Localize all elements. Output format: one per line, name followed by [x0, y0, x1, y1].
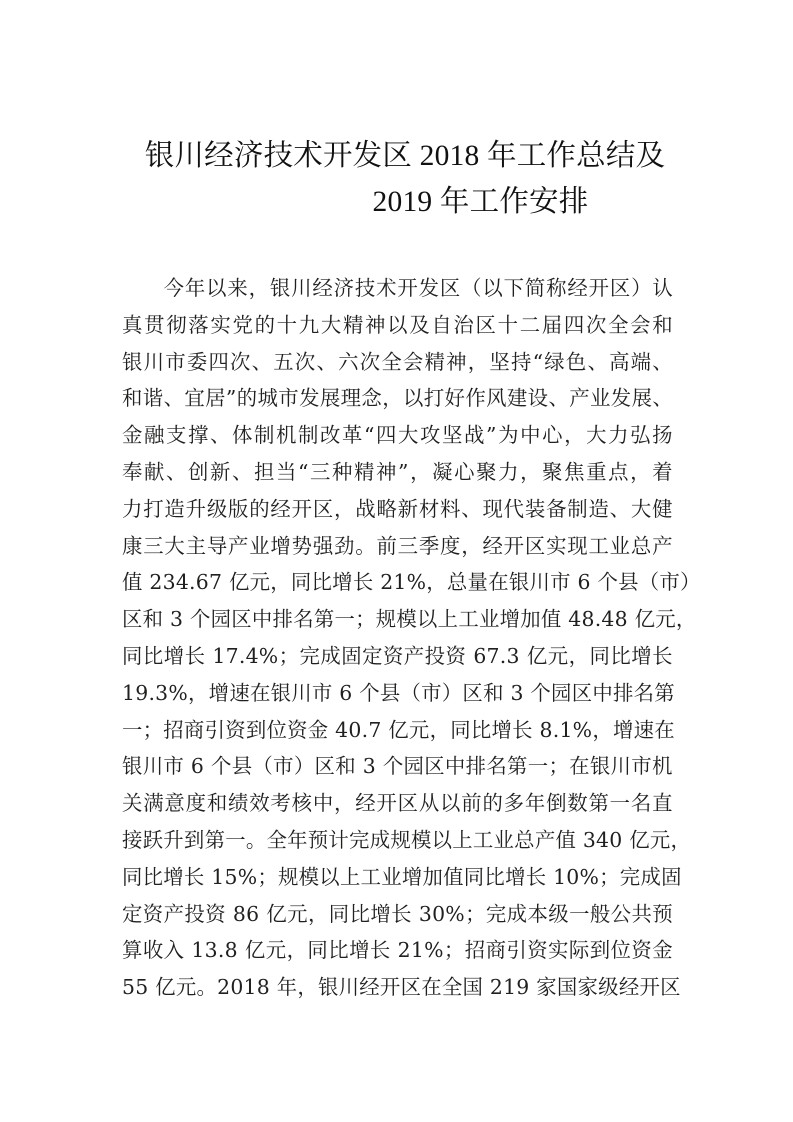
paragraph-indent — [122, 270, 163, 307]
paragraph-line: 55 亿元。2018 年，银川经开区在全国 219 家国家级经开区 — [122, 975, 681, 1000]
document-body — [122, 0, 701, 1006]
paragraph-line: 和 谐 、 宜 居 ” 的 城 市 发 展 理 念 ， 以 打 好 作 风 建 设 、 产 业 发 展 、 — [122, 386, 673, 411]
paragraph-line: 奉 献 、 创 新 、 担 当 “ 三 种 精 神 ” ， 凝 心 聚 力 ， 聚 焦 重 点 ， 着 — [122, 459, 673, 484]
page-title-line-2: 2019 年工作安排 — [372, 186, 589, 218]
paragraph-line: 19.3% ， 增 速 在 银 川 市 6 个 县 （ 市 ） 区 和 3 个 园 区 中 排 名 第 — [122, 680, 675, 705]
page-title — [122, 0, 673, 225]
paragraph-line: 金 融 支 撑 、 体 制 机 制 改 革 “ 四 大 攻 坚 战 ” 为 中 心 ， 大 力 弘 扬 — [122, 423, 673, 448]
paragraph-line: 同 比 增 长 17.4% ； 完 成 固 定 资 产 投 资 67.3 亿 元 ， 同 比 增 长 — [122, 643, 673, 668]
body-paragraph-block — [122, 270, 701, 1006]
paragraph-line: 算 收 入 13.8 亿 元 ， 同 比 增 长 21% ； 招 商 引 资 实 际 到 位 资 金 — [122, 938, 673, 963]
paragraph-line: 今 年 以 来 ， 银 川 经 济 技 术 开 发 区 （ 以 下 简 称 经 开 区 ） 认 — [122, 270, 673, 307]
paragraph-line: 区 和 3 个 园 区 中 排 名 第 一 ； 规 模 以 上 工 业 增 加 值 48.48 亿 元 ， — [122, 607, 697, 632]
paragraph-line: 关 满 意 度 和 绩 效 考 核 中 ， 经 开 区 从 以 前 的 多 年 倒 数 第 一 名 直 — [122, 791, 673, 816]
paragraph-line: 同 比 增 长 15% ； 规 模 以 上 工 业 增 加 值 同 比 增 长 10% ； 完 成 固 — [122, 864, 682, 889]
paragraph-line: 一 ； 招 商 引 资 到 位 资 金 40.7 亿 元 ， 同 比 增 长 8.1% ， 增 速 在 — [122, 717, 675, 742]
paragraph-line: 银 川 市 6 个 县 （ 市 ） 区 和 3 个 园 区 中 排 名 第 一 ； 在 银 川 市 机 — [122, 754, 673, 779]
paragraph-line: 银 川 市 委 四 次 、 五 次 、 六 次 全 会 精 神 ， 坚 持 “ 绿 色 、 高 端 、 — [122, 349, 673, 374]
paragraph-line: 接 跃 升 到 第 一 。 全 年 预 计 完 成 规 模 以 上 工 业 总 产 值 340 亿 元 ， — [122, 827, 692, 852]
page-title-line-1: 银川经济技术开发区 2018 年工作总结及 — [144, 140, 666, 172]
paragraph-line: 力 打 造 升 级 版 的 经 开 区 ， 战 略 新 材 料 、 现 代 装 备 制 造 、 大 健 — [122, 496, 673, 521]
paragraph-line: 定 资 产 投 资 86 亿 元 ， 同 比 增 长 30% ； 完 成 本 级 一 般 公 共 预 — [122, 901, 673, 926]
body-paragraph — [122, 270, 701, 1006]
paragraph-line: 康 三 大 主 导 产 业 增 势 强 劲 。 前 三 季 度 ， 经 开 区 实 现 工 业 总 产 — [122, 533, 673, 558]
paragraph-line: 值 234.67 亿 元 ， 同 比 增 长 21% ， 总 量 在 银 川 市 6 个 县 （ 市 ） — [122, 570, 701, 595]
paragraph-line: 真 贯 彻 落 实 党 的 十 九 大 精 神 以 及 自 治 区 十 二 届 四 次 全 会 和 — [122, 312, 673, 337]
